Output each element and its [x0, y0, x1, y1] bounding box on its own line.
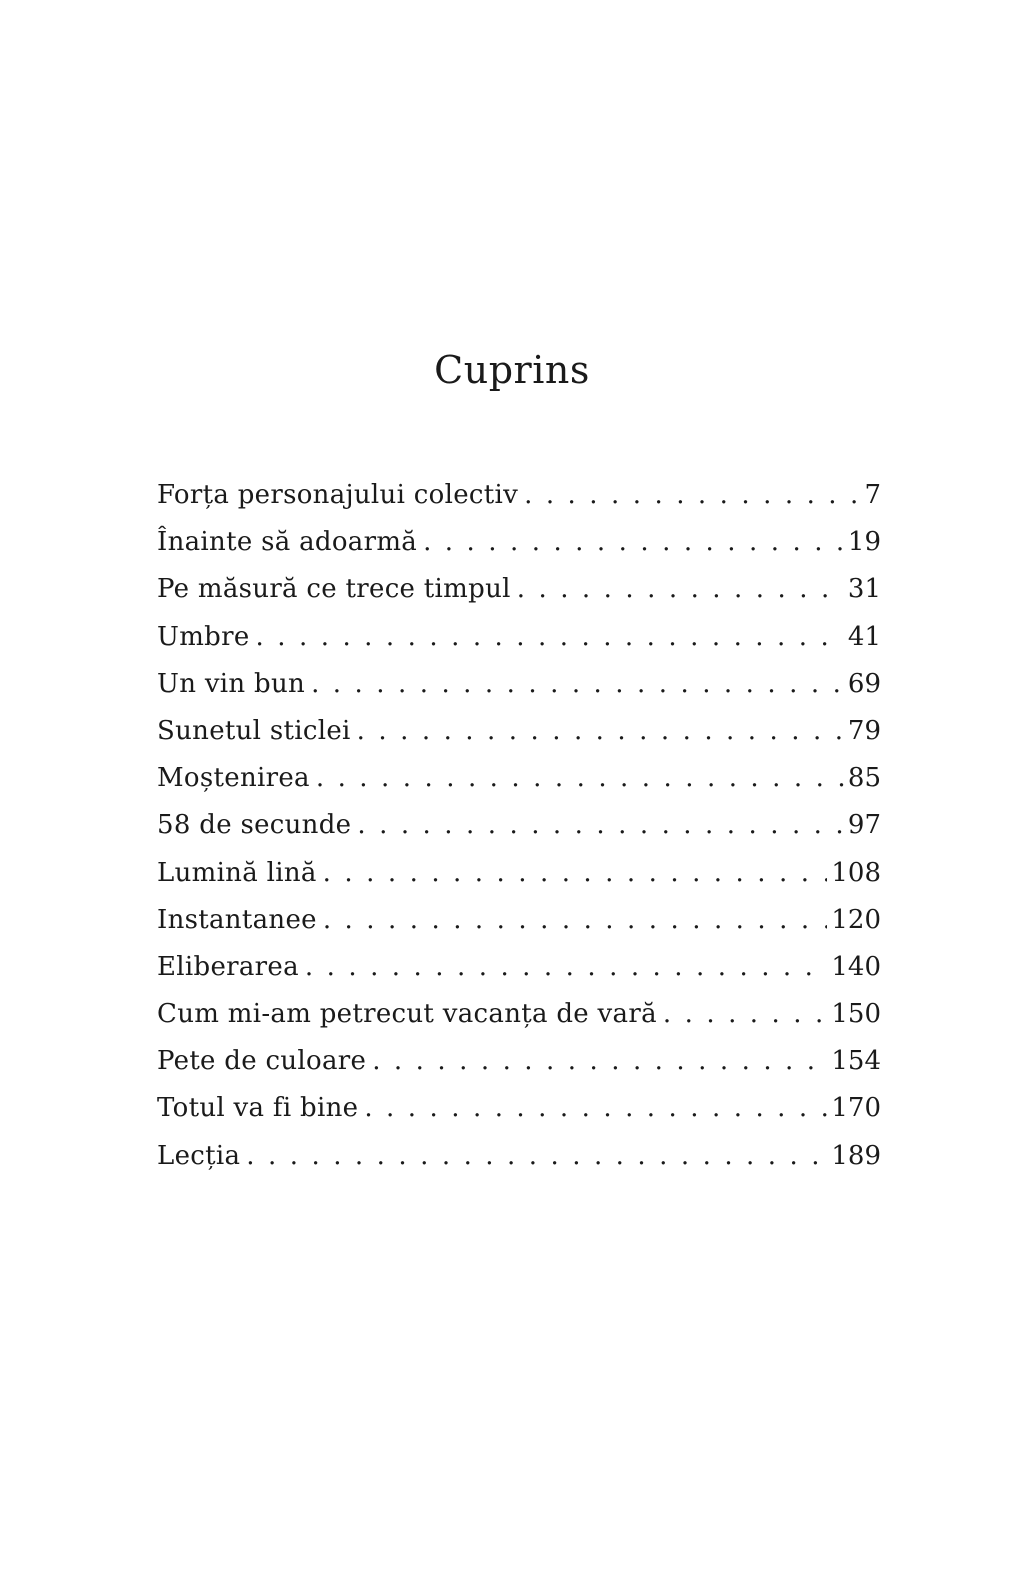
toc-entry-page: 189	[831, 1140, 881, 1171]
toc-entry-page: 170	[831, 1093, 881, 1124]
toc-entry-page: 120	[831, 904, 881, 935]
toc-dot-leader	[246, 1133, 827, 1180]
toc-dot-leader	[305, 944, 827, 991]
toc-entry	[157, 708, 881, 755]
toc-entry	[157, 472, 881, 519]
toc-entry-title: Eliberarea	[157, 951, 299, 982]
toc-dot-leader	[663, 991, 827, 1038]
toc-dot-leader	[316, 755, 844, 802]
toc-dot-leader	[323, 850, 828, 897]
toc-entry	[157, 991, 881, 1038]
toc-entry-title: Înainte să adoarmă	[157, 527, 418, 558]
toc-entry	[157, 661, 881, 708]
toc-dot-leader	[357, 802, 844, 849]
toc-entry-title: Instantanee	[157, 904, 317, 935]
toc-entry-title: Lumină lină	[157, 857, 317, 888]
toc-dot-leader	[256, 614, 844, 661]
toc-entry-page: 79	[847, 715, 881, 746]
toc-entry	[157, 1133, 881, 1180]
toc-dot-leader	[524, 472, 860, 519]
toc-entry	[157, 944, 881, 991]
toc-entry-title: Umbre	[157, 621, 250, 652]
toc-entry-page: 7	[864, 480, 881, 510]
toc-entry-title: Moștenirea	[157, 763, 310, 794]
toc-entry-page: 85	[847, 763, 881, 794]
toc-entry	[157, 1085, 881, 1132]
toc-entry-page: 19	[847, 527, 881, 558]
toc-dot-leader	[357, 708, 844, 755]
toc-entry	[157, 897, 881, 944]
toc-entry	[157, 802, 881, 849]
toc-entry	[157, 566, 881, 613]
toc-dot-leader	[372, 1038, 827, 1085]
toc-entry-page: 31	[847, 574, 881, 605]
toc-entry	[157, 614, 881, 661]
toc-entry-page: 69	[847, 668, 881, 699]
toc-entry-title: Pe măsură ce trece timpul	[157, 574, 511, 605]
toc-entry-title: Cum mi-am petrecut vacanța de vară	[157, 999, 657, 1030]
toc-entry	[157, 850, 881, 897]
toc-entry-page: 108	[831, 857, 881, 888]
toc-dot-leader	[364, 1085, 827, 1132]
toc-entry-page: 140	[831, 951, 881, 982]
toc-entry-title: Pete de culoare	[157, 1046, 367, 1077]
toc-dot-leader	[517, 566, 844, 613]
toc-entry-title: Lecția	[157, 1140, 241, 1171]
toc-entry	[157, 1038, 881, 1085]
toc-entry-page: 97	[847, 810, 881, 841]
page-title: Cuprins	[434, 348, 590, 392]
toc-entry-page: 150	[831, 999, 881, 1030]
toc-entry	[157, 519, 881, 566]
toc-dot-leader	[423, 519, 844, 566]
toc-entry-title: 58 de secunde	[157, 810, 352, 841]
toc-entry-title: Sunetul sticlei	[157, 715, 351, 746]
toc-dot-leader	[323, 897, 828, 944]
toc-dot-leader	[311, 661, 844, 708]
table-of-contents	[157, 472, 881, 1180]
toc-entry-page: 41	[847, 621, 881, 652]
toc-entry-title: Un vin bun	[157, 668, 306, 699]
toc-entry	[157, 755, 881, 802]
toc-entry-title: Totul va fi bine	[157, 1093, 359, 1124]
toc-entry-title: Forța personajului colectiv	[157, 480, 519, 510]
toc-entry-page: 154	[831, 1046, 881, 1077]
